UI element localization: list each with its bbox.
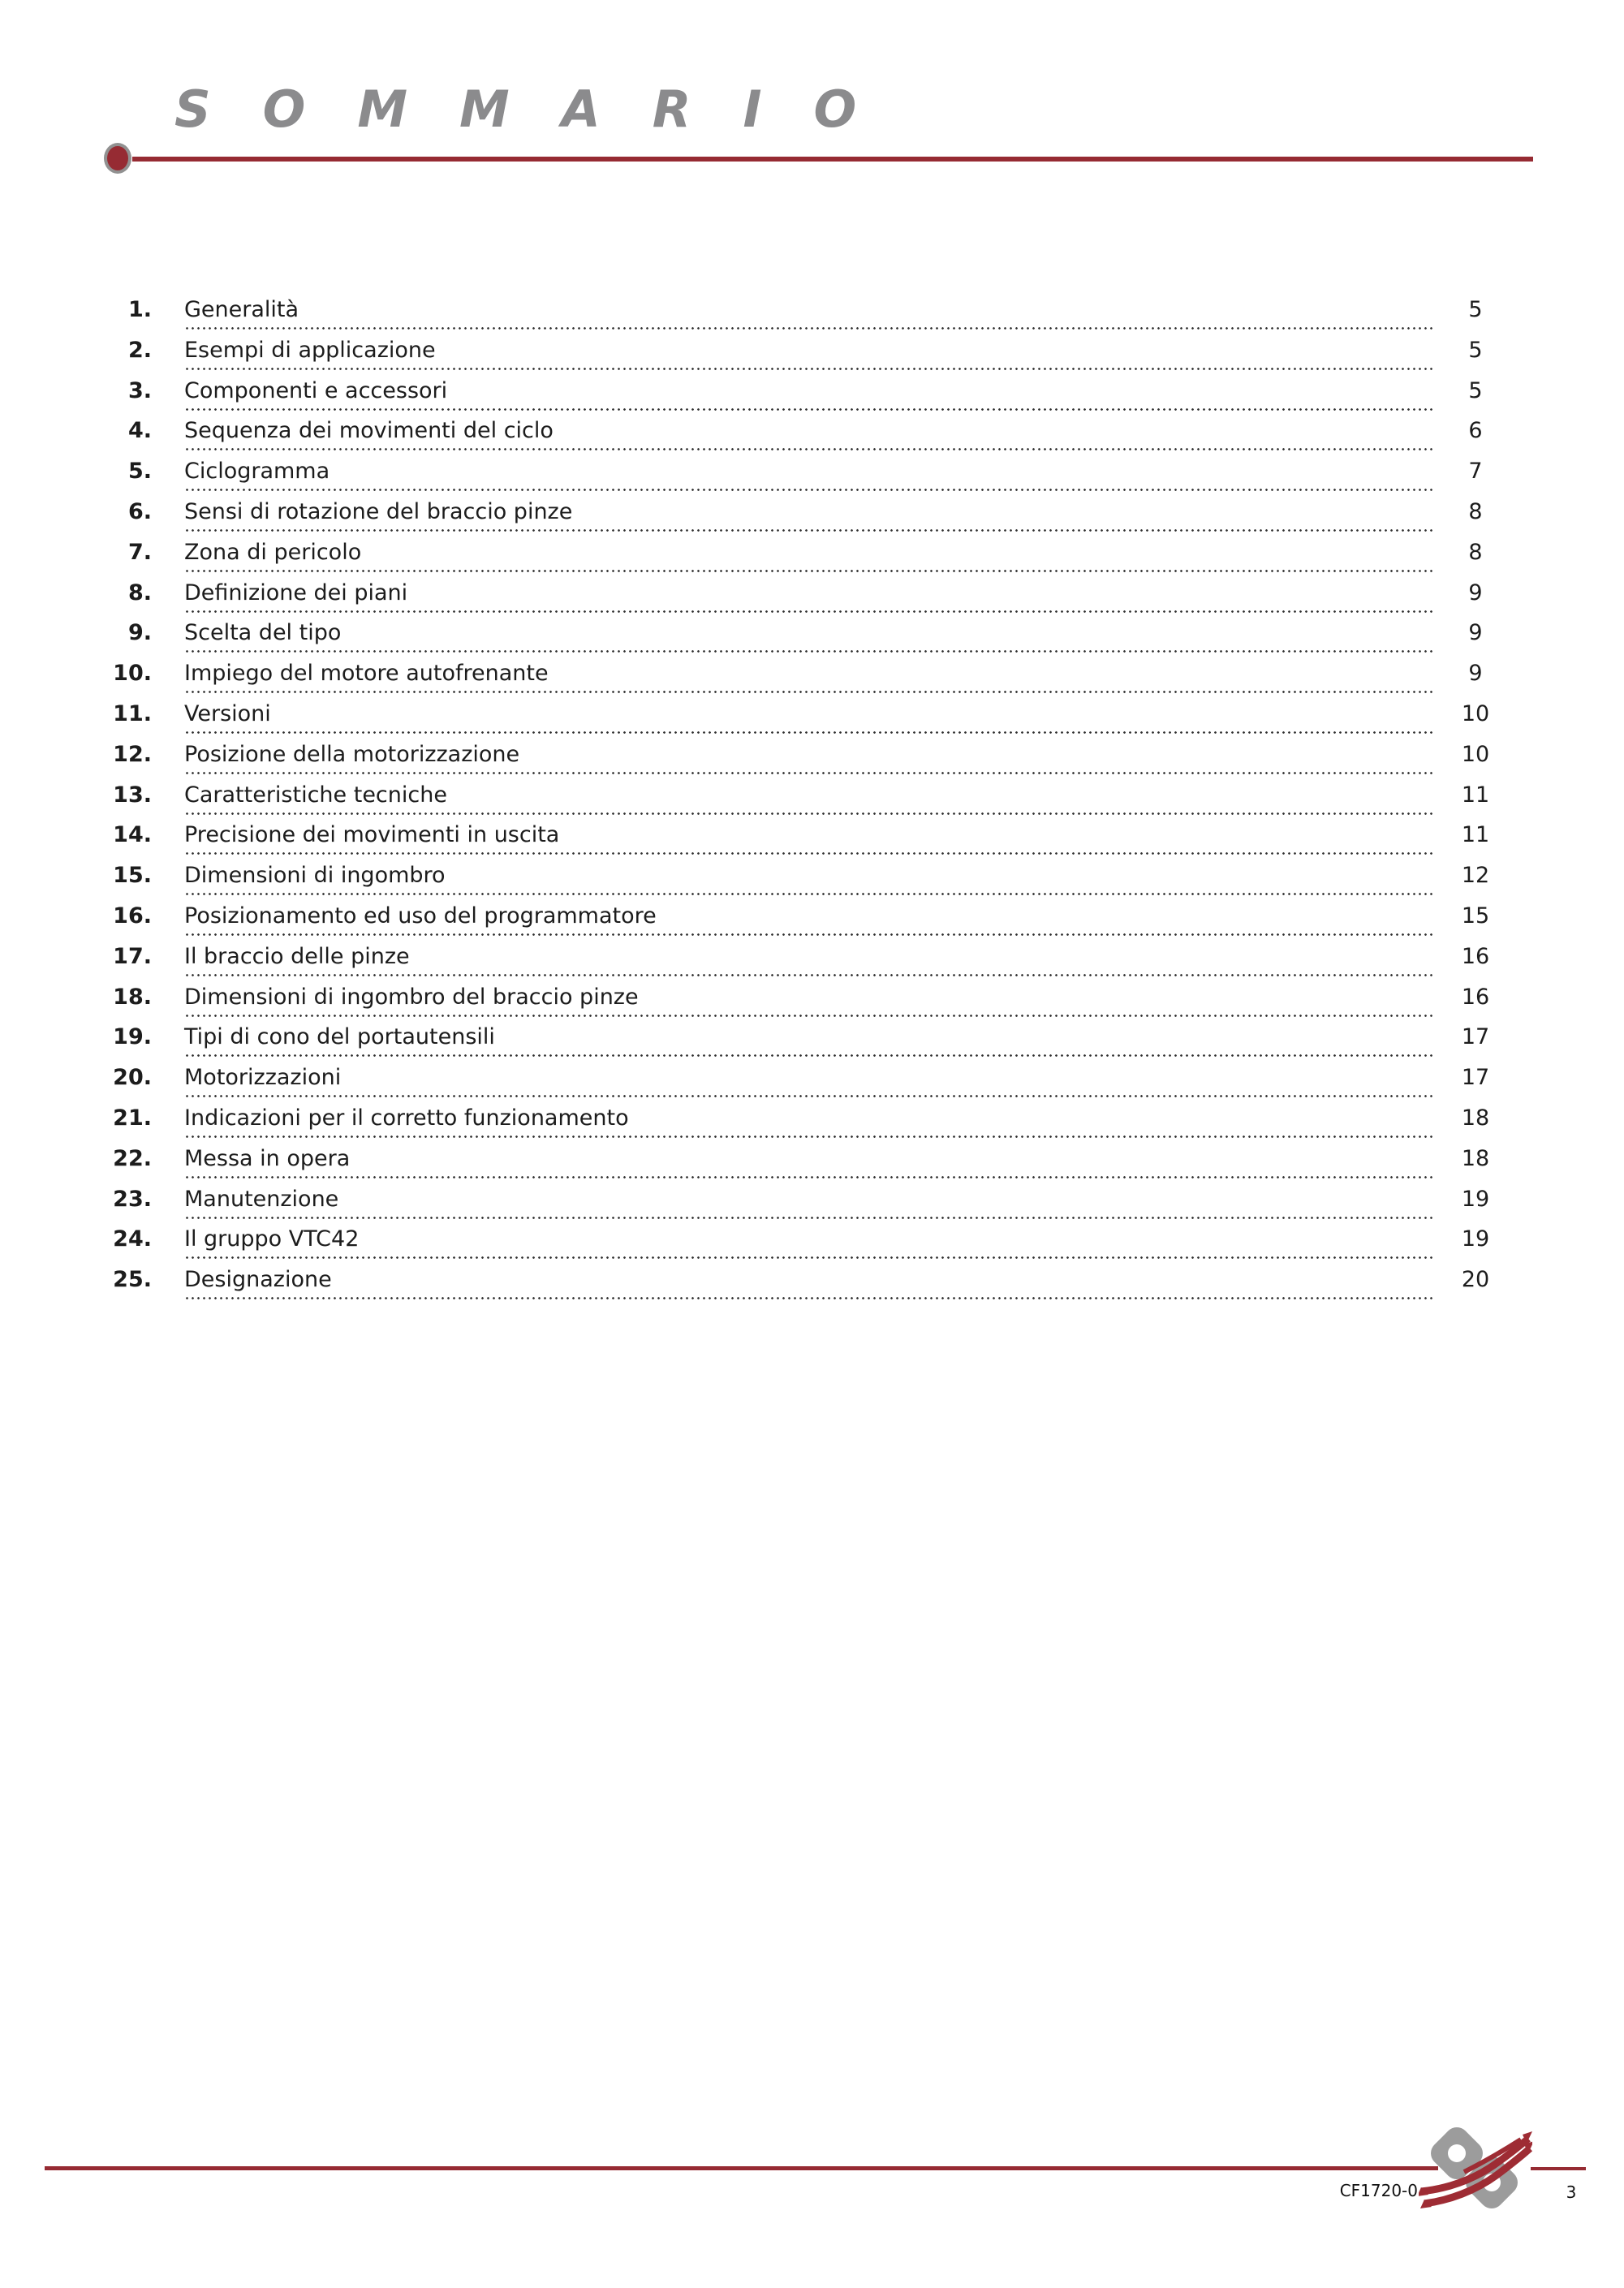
toc-leader-dots (184, 893, 1434, 895)
toc-leader-dots (184, 772, 1434, 774)
toc-leader-dots (184, 610, 1434, 613)
toc-leader-dots (184, 489, 1434, 491)
toc-entry-title: Il gruppo VTC42 (184, 1226, 360, 1252)
toc-entry-number: 24. (113, 1226, 152, 1252)
toc-leader-dots (184, 327, 1434, 330)
toc-leader-dots (184, 933, 1434, 936)
toc-row (111, 1021, 1516, 1062)
toc-entry-page: 18 (1461, 1145, 1490, 1171)
toc-entry-number: 4. (127, 418, 152, 444)
toc-entry-page: 6 (1468, 418, 1483, 444)
toc-entry-number: 18. (113, 984, 152, 1010)
toc-row (111, 415, 1516, 455)
toc-leader-dots (184, 974, 1434, 976)
toc-entry-number: 5. (127, 459, 152, 485)
toc-entry-page: 18 (1461, 1105, 1490, 1131)
toc-row (111, 1223, 1516, 1264)
toc-entry-number: 17. (113, 943, 152, 969)
toc-entry-number: 20. (113, 1065, 152, 1091)
company-logo (1419, 2123, 1532, 2214)
toc-entry-number: 16. (113, 903, 152, 929)
toc-row (111, 657, 1516, 698)
toc-entry-title: Generalità (184, 297, 299, 322)
toc-entry-number: 9. (127, 620, 152, 646)
toc-entry-title: Posizione della motorizzazione (184, 741, 520, 767)
toc-leader-dots (184, 650, 1434, 653)
toc-leader-dots (184, 1176, 1434, 1178)
footer-rule-right (1531, 2167, 1586, 2170)
toc-entry-number: 19. (113, 1024, 152, 1050)
toc-entry-page: 8 (1468, 539, 1483, 565)
toc-leader-dots (184, 1217, 1434, 1219)
toc-row (111, 941, 1516, 981)
toc-entry-title: Posizionamento ed uso del programmatore (184, 903, 657, 929)
toc-leader-dots (184, 812, 1434, 815)
toc-entry-title: Il braccio delle pinze (184, 943, 410, 969)
toc-entry-title: Manutenzione (184, 1186, 339, 1212)
toc-row (111, 375, 1516, 416)
toc-entry-page: 19 (1461, 1186, 1490, 1212)
toc-row (111, 819, 1516, 860)
toc-entry-title: Impiego del motore autofrenante (184, 661, 549, 687)
toc-leader-dots (184, 368, 1434, 370)
toc-entry-page: 9 (1468, 620, 1483, 646)
toc-entry-number: 10. (113, 661, 152, 687)
toc-leader-dots (184, 691, 1434, 693)
toc-entry-number: 8. (127, 580, 152, 605)
toc-entry-page: 9 (1468, 580, 1483, 605)
toc-entry-page: 5 (1468, 297, 1483, 322)
toc-entry-page: 20 (1461, 1267, 1490, 1293)
toc-row (111, 536, 1516, 577)
toc-row (111, 981, 1516, 1022)
toc-entry-title: Versioni (184, 700, 271, 726)
toc-entry-page: 5 (1468, 377, 1483, 403)
toc-leader-dots (184, 570, 1434, 572)
page-number: 3 (1566, 2182, 1577, 2202)
toc-row (111, 1143, 1516, 1183)
toc-row (111, 698, 1516, 739)
toc-row (111, 1062, 1516, 1102)
toc-row (111, 496, 1516, 536)
toc-entry-number: 3. (127, 377, 152, 403)
toc-leader-dots (184, 731, 1434, 734)
toc-entry-title: Sensi di rotazione del braccio pinze (184, 498, 573, 524)
toc-entry-page: 10 (1461, 700, 1490, 726)
toc-entry-page: 12 (1461, 863, 1490, 889)
toc-leader-dots (184, 448, 1434, 450)
toc-entry-number: 14. (113, 822, 152, 848)
table-of-contents (111, 294, 1516, 1304)
toc-leader-dots (184, 529, 1434, 532)
toc-leader-dots (184, 1054, 1434, 1057)
toc-entry-title: Sequenza dei movimenti del ciclo (184, 418, 554, 444)
toc-entry-page: 9 (1468, 661, 1483, 687)
toc-leader-dots (184, 408, 1434, 411)
toc-leader-dots (184, 1015, 1434, 1017)
toc-entry-page: 8 (1468, 498, 1483, 524)
toc-entry-title: Componenti e accessori (184, 377, 448, 403)
toc-entry-title: Esempi di applicazione (184, 337, 436, 363)
toc-entry-page: 11 (1461, 822, 1490, 848)
toc-entry-title: Indicazioni per il corretto funzionamento (184, 1105, 629, 1131)
toc-row (111, 900, 1516, 941)
toc-entry-title: Motorizzazioni (184, 1065, 342, 1091)
toc-entry-number: 15. (113, 863, 152, 889)
toc-entry-title: Dimensioni di ingombro (184, 863, 446, 889)
toc-row (111, 860, 1516, 900)
toc-row (111, 779, 1516, 820)
toc-entry-page: 11 (1461, 782, 1490, 808)
toc-entry-page: 16 (1461, 943, 1490, 969)
toc-entry-page: 7 (1468, 459, 1483, 485)
document-code: CF1720-0 (1339, 2181, 1418, 2200)
toc-leader-dots (184, 1297, 1434, 1299)
toc-leader-dots (184, 852, 1434, 855)
toc-row (111, 1102, 1516, 1143)
toc-entry-title: Messa in opera (184, 1145, 351, 1171)
toc-row (111, 455, 1516, 496)
toc-entry-page: 15 (1461, 903, 1490, 929)
toc-leader-dots (184, 1135, 1434, 1138)
toc-entry-title: Dimensioni di ingombro del braccio pinze (184, 984, 639, 1010)
toc-entry-number: 6. (127, 498, 152, 524)
toc-row (111, 294, 1516, 334)
header-bullet-dot (104, 143, 131, 174)
toc-leader-dots (184, 1256, 1434, 1259)
toc-row (111, 334, 1516, 375)
toc-entry-number: 13. (113, 782, 152, 808)
toc-entry-title: Ciclogramma (184, 459, 330, 485)
toc-entry-title: Precisione dei movimenti in uscita (184, 822, 560, 848)
toc-entry-title: Zona di pericolo (184, 539, 362, 565)
toc-entry-page: 19 (1461, 1226, 1490, 1252)
toc-row (111, 1264, 1516, 1304)
toc-leader-dots (184, 1095, 1434, 1097)
toc-entry-title: Scelta del tipo (184, 620, 342, 646)
toc-entry-number: 1. (127, 297, 152, 322)
toc-row (111, 1183, 1516, 1224)
toc-entry-number: 23. (113, 1186, 152, 1212)
toc-entry-title: Caratteristiche tecniche (184, 782, 447, 808)
toc-entry-page: 17 (1461, 1065, 1490, 1091)
toc-entry-title: Designazione (184, 1267, 332, 1293)
toc-entry-number: 7. (127, 539, 152, 565)
toc-entry-number: 25. (113, 1267, 152, 1293)
toc-entry-number: 12. (113, 741, 152, 767)
toc-entry-page: 10 (1461, 741, 1490, 767)
toc-entry-number: 22. (113, 1145, 152, 1171)
toc-entry-page: 5 (1468, 337, 1483, 363)
toc-entry-number: 2. (127, 337, 152, 363)
toc-row (111, 617, 1516, 657)
footer-rule-left (45, 2166, 1438, 2170)
toc-entry-page: 17 (1461, 1024, 1490, 1050)
toc-entry-number: 21. (113, 1105, 152, 1131)
toc-row (111, 739, 1516, 779)
page-title: SOMMARIO (174, 80, 909, 139)
toc-entry-title: Tipi di cono del portautensili (184, 1024, 495, 1050)
toc-row (111, 577, 1516, 618)
toc-entry-number: 11. (113, 700, 152, 726)
toc-entry-title: Definizione dei piani (184, 580, 408, 605)
header-rule (132, 157, 1533, 162)
toc-entry-page: 16 (1461, 984, 1490, 1010)
